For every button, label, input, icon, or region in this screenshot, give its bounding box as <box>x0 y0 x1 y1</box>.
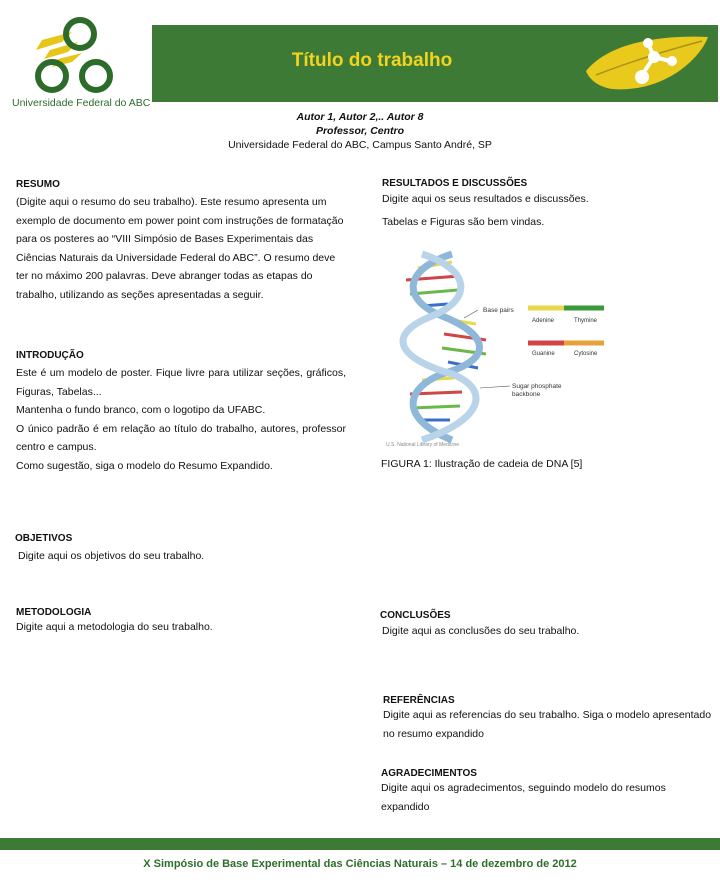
metodologia-heading: METODOLOGIA <box>16 607 92 618</box>
section-introducao <box>16 350 346 475</box>
section-agradecimentos <box>381 768 717 816</box>
section-conclusoes <box>380 610 710 641</box>
figure-credit: U.S. National Library of Medicine <box>386 442 460 448</box>
dna-illustration <box>382 250 612 450</box>
label-base-pairs: Base pairs <box>483 307 514 314</box>
label-cytosine: Cytosine <box>574 351 598 357</box>
title-banner <box>152 25 718 102</box>
footer-text: X Simpósio de Base Experimental das Ciências Naturais – 14 de dezembro de 2012 <box>143 858 577 870</box>
professor-line: Professor, Centro <box>315 125 405 137</box>
authors-block <box>0 110 720 152</box>
section-resumo <box>16 179 346 304</box>
label-thymine: Thymine <box>574 318 598 324</box>
referencias-body: Digite aqui as referencias do seu trabalho. Siga o modelo apresentado no resumo expandido <box>383 709 712 740</box>
introducao-heading: INTRODUÇÃO <box>16 350 84 361</box>
figure-caption: FIGURA 1: Ilustração de cadeia de DNA [5] <box>381 458 583 470</box>
label-guanine: Guanine <box>532 351 555 357</box>
leaf-molecule-icon <box>582 31 712 97</box>
label-backbone-2: backbone <box>512 391 541 398</box>
objetivos-body: Digite aqui os objetivos do seu trabalho. <box>18 550 205 562</box>
introducao-p3: O único padrão é em relação ao título do trabalho, autores, professor centro e campus. <box>16 422 346 453</box>
label-backbone-1: Sugar phosphate <box>512 383 562 390</box>
conclusoes-heading: CONCLUSÕES <box>380 610 451 621</box>
footer-bar <box>0 838 720 850</box>
agradecimentos-body: Digite aqui os agradecimentos, seguindo modelo do resumos expandido <box>381 782 666 813</box>
institution-line: Universidade Federal do ABC, Campus Santo André, SP <box>228 139 492 151</box>
resumo-heading: RESUMO <box>16 179 60 190</box>
agradecimentos-heading: AGRADECIMENTOS <box>381 768 477 779</box>
resultados-heading: RESULTADOS E DISCUSSÕES <box>382 178 528 189</box>
introducao-p2: Mantenha o fundo branco, com o logotipo da UFABC. <box>16 404 266 416</box>
section-objetivos <box>15 533 345 566</box>
introducao-p1: Este é um modelo de poster. Fique livre para utilizar seções, gráficos, Figuras, Tabelas... <box>16 367 346 398</box>
conclusoes-body: Digite aqui as conclusões do seu trabalho. <box>382 625 580 637</box>
authors-line: Autor 1, Autor 2,.. Autor 8 <box>296 111 424 123</box>
resultados-p2: Tabelas e Figuras são bem vindas. <box>382 215 545 228</box>
label-adenine: Adenine <box>532 318 555 324</box>
introducao-p4: Como sugestão, siga o modelo do Resumo Expandido. <box>16 459 273 472</box>
metodologia-body: Digite aqui a metodologia do seu trabalho. <box>16 621 213 633</box>
resumo-body: (Digite aqui o resumo do seu trabalho). Este resumo apresenta um exemplo de documento em power point com instruções de formatação para os posteres ao “VIII Simpósio de Bases Experimentais das Ciências Naturais da Universidade Federal do ABC”. O resumo deve ter no máximo 200 palavras. Deve abranger todas as etapas do trabalho, utilizando as seções apresentadas a seguir. <box>16 196 344 301</box>
poster-title: Título do trabalho <box>291 50 453 71</box>
university-name: Universidade Federal do ABC <box>12 97 151 109</box>
section-metodologia <box>16 607 346 637</box>
resultados-p1: Digite aqui os seus resultados e discussões. <box>382 193 589 205</box>
objetivos-heading: OBJETIVOS <box>15 533 73 544</box>
section-referencias <box>383 695 713 743</box>
section-resultados <box>382 178 712 231</box>
referencias-heading: REFERÊNCIAS <box>383 695 455 706</box>
